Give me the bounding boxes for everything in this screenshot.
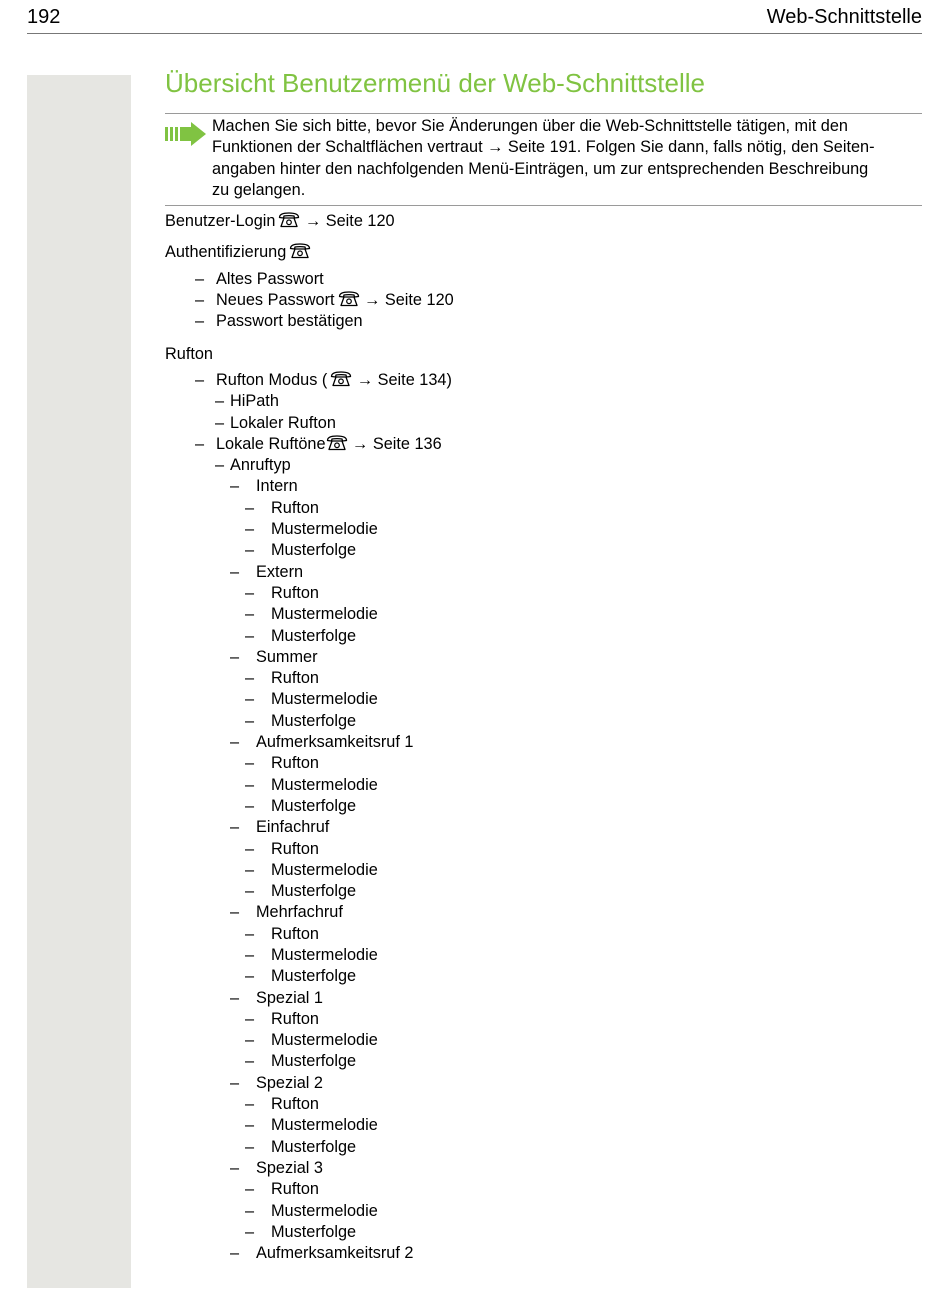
list-dash: – [245,754,255,773]
menu-item [165,290,922,311]
list-dash: – [245,967,255,986]
menu-item-body [271,690,378,708]
menu-item-label: Rufton Modus ( [216,370,328,389]
menu-item [165,1179,922,1200]
menu-item-label: Lokale Ruftöne [216,434,326,453]
menu-item [165,269,922,290]
menu-item [165,1158,922,1179]
menu-section [165,211,922,232]
menu-item-body [216,371,452,389]
menu-item-label: Altes Passwort [216,269,324,288]
menu-item-label: Spezial 2 [256,1073,323,1092]
menu-item [165,498,922,519]
green-arrow-icon [165,122,207,146]
list-dash: – [245,520,255,539]
menu-item [165,1222,922,1243]
menu-item [165,311,922,332]
menu-item-label: Mehrfachruf [256,903,343,922]
menu-item-body [256,1159,323,1177]
menu-item-body [230,414,336,432]
menu-item-label: Mustermelodie [271,775,378,794]
list-dash: – [245,541,255,560]
menu-item-label: Rufton [271,1009,319,1028]
list-dash: – [195,434,205,453]
menu-item [165,775,922,796]
list-dash: – [245,1009,255,1028]
menu-item-label: Rufton [271,498,319,517]
menu-item-body [271,967,356,985]
note-box [165,113,922,206]
list-dash: – [245,924,255,943]
menu-item-label: Extern [256,562,304,581]
menu-item-label: Musterfolge [271,541,357,560]
phone-icon [330,370,352,387]
list-dash: – [245,1201,255,1220]
menu-item [165,881,922,902]
list-dash: – [245,1031,255,1050]
list-dash: – [230,1244,240,1263]
menu-item-body [271,1095,319,1113]
menu-item [165,647,922,668]
menu-item-body [256,733,413,751]
menu-item-body [271,541,356,559]
menu-item-body [271,1180,319,1198]
list-dash: – [245,775,255,794]
menu-item-body [271,1116,378,1134]
menu-item-label: Rufton [271,583,319,602]
menu-item [165,1137,922,1158]
menu-item-body [256,563,303,581]
note-text [212,116,922,201]
sub-item-list [165,269,922,333]
running-header-title: Web-Schnittstelle [766,6,922,28]
menu-item-label: Aufmerksamkeitsruf 2 [256,1244,414,1263]
note-line: Machen Sie sich bitte, bevor Sie Änderungen über die Web-Schnittstelle tätigen, mit den [212,117,848,135]
menu-item-label: Intern [256,477,298,496]
menu-item [165,562,922,583]
menu-item-body [271,584,319,602]
list-dash: – [230,562,240,581]
menu-item-label: Rufton [271,669,319,688]
list-dash: – [245,711,255,730]
menu-item-body [271,1138,356,1156]
list-dash: – [245,860,255,879]
menu-item [165,1051,922,1072]
list-dash: – [245,669,255,688]
list-dash: – [245,945,255,964]
page-title: Übersicht Benutzermenü der Web-Schnittstelle [165,68,705,98]
menu-item [165,370,922,391]
menu-item-body [216,312,363,330]
menu-item-body [230,392,279,410]
menu-item-body [271,605,378,623]
menu-item-body [271,669,319,687]
list-dash: – [245,796,255,815]
menu-item [165,732,922,753]
page-reference[interactable]: → Seite 134) [352,370,452,389]
list-dash: – [230,818,240,837]
section-title [165,242,922,263]
menu-item-label: Anruftyp [230,456,291,475]
menu-item-body [256,903,343,921]
list-dash: – [195,269,205,288]
menu-item [165,1009,922,1030]
menu-item [165,1073,922,1094]
list-dash: – [230,903,240,922]
list-dash: – [230,1158,240,1177]
list-dash: – [245,498,255,517]
header-rule [27,33,922,34]
menu-item [165,966,922,987]
menu-item [165,839,922,860]
menu-item-body [256,989,323,1007]
menu-item-label: Rufton [271,924,319,943]
menu-item [165,434,922,455]
menu-item-label: Neues Passwort [216,291,335,310]
menu-item [165,924,922,945]
list-dash: – [245,626,255,645]
menu-item [165,945,922,966]
sub-item-list [165,370,922,1264]
menu-item-body [271,797,356,815]
menu-item-label: Mustermelodie [271,1116,378,1135]
list-dash: – [245,882,255,901]
menu-item [165,540,922,561]
list-dash: – [215,456,225,475]
menu-item [165,711,922,732]
menu-item-body [271,861,378,879]
menu-item-label: Rufton [271,754,319,773]
menu-item-body [216,435,442,453]
menu-item-label: Spezial 1 [256,988,323,1007]
menu-item [165,1115,922,1136]
list-dash: – [230,477,240,496]
menu-item-body [271,1052,356,1070]
menu-item-body [271,499,319,517]
list-dash: – [230,988,240,1007]
page-reference[interactable]: → Seite 136 [347,434,442,453]
menu-item-body [256,1074,323,1092]
page-reference[interactable]: → Seite 120 [300,212,395,231]
menu-item-label: Rufton [271,839,319,858]
phone-icon [289,242,311,259]
menu-item-label: Lokaler Rufton [230,413,336,432]
section-title-text: Benutzer-Login [165,212,276,231]
list-dash: – [245,605,255,624]
list-dash: – [245,1052,255,1071]
menu-item-label: Mustermelodie [271,1031,378,1050]
menu-section [165,242,922,332]
phone-icon [326,434,348,451]
menu-item-body [271,946,378,964]
menu-item [165,455,922,476]
menu-item-label: Rufton [271,1095,319,1114]
menu-item-label: Musterfolge [271,1137,357,1156]
list-dash: – [230,1073,240,1092]
menu-item-body [256,818,329,836]
list-dash: – [215,392,225,411]
list-dash: – [215,413,225,432]
menu-item-body [271,925,319,943]
menu-item-label: Musterfolge [271,711,357,730]
section-title-text: Rufton [165,344,213,363]
menu-item [165,860,922,881]
menu-item-body [230,456,291,474]
menu-item-body [271,520,378,538]
menu-item-body [271,754,319,772]
menu-item-label: Rufton [271,1180,319,1199]
menu-item-body [256,477,298,495]
section-title-text: Authentifizierung [165,243,287,262]
menu-item-label: HiPath [230,392,279,411]
page-number: 192 [27,6,61,28]
menu-item [165,583,922,604]
menu-item [165,476,922,497]
menu-item-label: Mustermelodie [271,860,378,879]
menu-item-body [271,627,356,645]
menu-item-body [216,270,324,288]
note-line: angaben hinter den nachfolgenden Menü-Einträgen, um zur entsprechenden Beschreibung [212,159,869,178]
menu-item-label: Musterfolge [271,1222,357,1241]
menu-item [165,1243,922,1264]
menu-item-body [271,776,378,794]
menu-item-label: Mustermelodie [271,945,378,964]
list-dash: – [195,291,205,310]
menu-item-label: Mustermelodie [271,605,378,624]
list-dash: – [245,1180,255,1199]
note-line: zu gelangen. [212,180,306,199]
menu-item [165,604,922,625]
menu-item [165,391,922,412]
menu-item-label: Passwort bestätigen [216,312,363,331]
list-dash: – [195,370,205,389]
menu-item-body [271,712,356,730]
list-dash: – [230,647,240,666]
list-dash: – [245,690,255,709]
menu-item-label: Spezial 3 [256,1158,323,1177]
menu-item-label: Mustermelodie [271,690,378,709]
page-reference[interactable]: → Seite 120 [359,291,454,310]
menu-item-body [271,882,356,900]
menu-item [165,413,922,434]
list-dash: – [245,1137,255,1156]
menu-item-label: Musterfolge [271,882,357,901]
menu-item-body [256,1244,413,1262]
menu-item-label: Musterfolge [271,626,357,645]
menu-item [165,1094,922,1115]
menu-outline [165,211,922,1264]
menu-item [165,1201,922,1222]
menu-item [165,689,922,710]
menu-item-label: Mustermelodie [271,1201,378,1220]
menu-item [165,796,922,817]
menu-item [165,668,922,689]
phone-icon [338,290,360,307]
menu-item-body [216,291,454,309]
menu-section [165,344,922,1265]
main-content [165,66,922,1264]
menu-item [165,902,922,923]
menu-item [165,753,922,774]
menu-item-label: Aufmerksamkeitsruf 1 [256,733,414,752]
menu-item-label: Musterfolge [271,796,357,815]
list-dash: – [245,1116,255,1135]
menu-item-body [271,1031,378,1049]
list-dash: – [245,1222,255,1241]
menu-item [165,817,922,838]
menu-item-body [256,648,318,666]
list-dash: – [230,733,240,752]
note-line: Funktionen der Schaltflächen vertraut → Seite 191. Folgen Sie dann, falls nötig, den Seiten- [212,138,875,157]
side-margin-bar [27,75,131,1288]
menu-item [165,988,922,1009]
section-title [165,344,922,365]
list-dash: – [245,839,255,858]
menu-item-body [271,1010,319,1028]
list-dash: – [245,583,255,602]
menu-item-label: Musterfolge [271,967,357,986]
menu-item-body [271,1223,356,1241]
menu-item-body [271,840,319,858]
menu-item-label: Mustermelodie [271,520,378,539]
menu-item [165,1030,922,1051]
section-title [165,211,922,232]
phone-icon [278,211,300,228]
menu-item [165,626,922,647]
menu-item-body [271,1202,378,1220]
menu-item [165,519,922,540]
menu-item-label: Summer [256,647,318,666]
list-dash: – [195,312,205,331]
list-dash: – [245,1095,255,1114]
menu-item-label: Musterfolge [271,1052,357,1071]
menu-item-label: Einfachruf [256,818,330,837]
